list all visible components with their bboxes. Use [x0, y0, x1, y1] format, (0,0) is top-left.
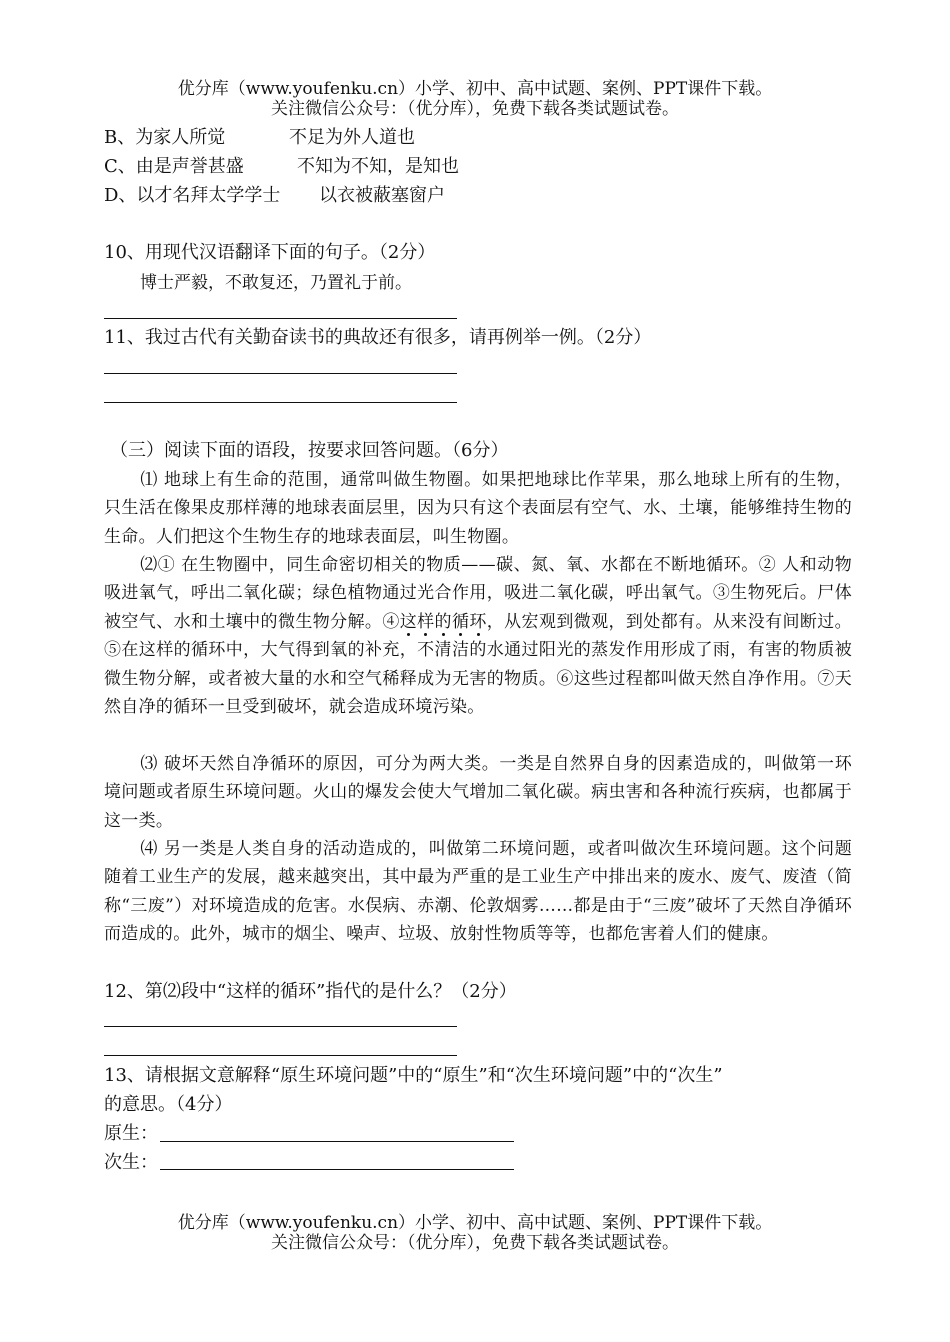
q11-answer-line-1[interactable]: [104, 373, 457, 374]
section3-title: （三）阅读下面的语段，按要求回答问题。（6分）: [110, 440, 509, 461]
q13-cisheng-answer-line[interactable]: [160, 1169, 514, 1170]
emphasis-char: 的: [434, 611, 452, 632]
header-line-1: 优分库（www.youfenku.cn）小学、初中、高中试题、案例、PPT课件下载。: [177, 79, 773, 99]
q13-prompt-line-1: 13、请根据文意解释“原生环境问题”中的“原生”和“次生环境问题”中的“次生”: [104, 1065, 723, 1086]
q13-label-cisheng: 次生：: [104, 1152, 158, 1173]
paragraph-2: ⑵① 在生物圈中，同生命密切相关的物质——碳、氮、氧、水都在不断地循环。② 人和动物吸进氧气，呼出二氧化碳；绿色植物通过光合作用，吸进二氧化碳，呼出氧气。③生物死后。尸体被空气、水和土壤中的微生物分解。④这样的循环，从宏观到微观，到处都有。从来没有间断过。⑤在这样的循环中，大气得到氧的补充，不清洁的水通过阳光的蒸发作用形成了雨，有害的物质被微生物分解，或者被大量的水和空气稀释成为无害的物质。⑥这些过程都叫做天然自净作用。⑦天然自净的循环一旦受到破坏，就会造成环境污染。: [104, 555, 852, 718]
header-line-2: 关注微信公众号：（优分库），免费下载各类试题试卷。: [271, 99, 679, 119]
emphasis-char: 环: [469, 611, 487, 632]
q12-answer-line-1[interactable]: [104, 1026, 457, 1027]
footer-line-2: 关注微信公众号：（优分库），免费下载各类试题试卷。: [271, 1233, 679, 1253]
footer-line-1: 优分库（www.youfenku.cn）小学、初中、高中试题、案例、PPT课件下载。: [177, 1213, 773, 1233]
q10-prompt: 10、用现代汉语翻译下面的句子。（2分）: [104, 242, 436, 263]
emphasis-char: 循: [451, 611, 470, 632]
emphasis-char: 样: [417, 611, 435, 632]
emphasis-char: 这: [399, 611, 418, 632]
paragraph-4: ⑷ 另一类是人类自身的活动造成的，叫做第二环境问题，或者叫做次生环境问题。这个问题随着工业生产的发展，越来越突出，其中最为严重的是工业生产中排出来的废水、废气、废渣（简称“三废”）对环境造成的危害。水俣病、赤潮、伦敦烟雾……都是由于“三废”破坏了天然自净循环而造成的。此外，城市的烟尘、噪声、垃圾、放射性物质等等，也都危害着人们的健康。: [104, 839, 852, 945]
q12-prompt: 12、第⑵段中“这样的循环”指代的是什么？（2分）: [104, 981, 517, 1002]
paragraph-1: ⑴ 地球上有生命的范围，通常叫做生物圈。如果把地球比作苹果，那么地球上所有的生物，只生活在像果皮那样薄的地球表面层里，因为只有这个表面层有空气、水、土壤，能够维持生物的生命。人们把这个生物生存的地球表面层，叫生物圈。: [104, 470, 852, 547]
option-c-label: C、由是声誉甚盛: [104, 156, 244, 177]
option-b-pair: 不足为外人道也: [289, 127, 415, 148]
q10-sentence: 博士严毅，不敢复还，乃置礼于前。: [140, 273, 412, 293]
option-c-pair: 不知为不知，是知也: [297, 156, 459, 177]
q13-label-yuansheng: 原生：: [104, 1123, 158, 1144]
option-d-label: D、以才名拜太学学士: [104, 185, 281, 206]
q11-prompt: 11、我过古代有关勤奋读书的典故还有很多，请再例举一例。（2分）: [104, 327, 652, 348]
paragraph-3: ⑶ 破坏天然自净循环的原因，可分为两大类。一类是自然界自身的因素造成的，叫做第一环境问题或者原生环境问题。火山的爆发会使大气增加二氧化碳。病虫害和各种流行疾病，也都属于这一类。: [104, 754, 852, 831]
q12-answer-line-2[interactable]: [104, 1055, 457, 1056]
q13-yuansheng-answer-line[interactable]: [160, 1141, 514, 1142]
q11-answer-line-2[interactable]: [104, 402, 457, 403]
q13-prompt-line-2: 的意思。（4分）: [104, 1094, 233, 1115]
option-d-pair: 以衣被蔽塞窗户: [319, 185, 445, 206]
dotted-phrase: [400, 612, 487, 632]
q10-answer-line[interactable]: [104, 318, 457, 319]
option-b-label: B、为家人所觉: [104, 127, 226, 148]
